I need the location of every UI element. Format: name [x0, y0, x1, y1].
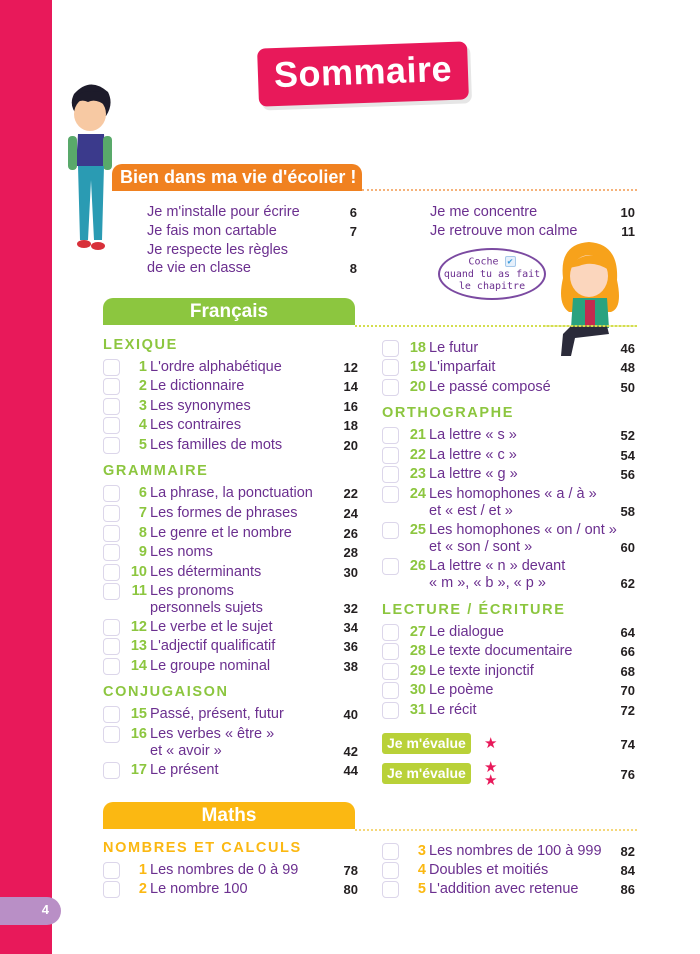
done-checkbox[interactable] [103, 398, 120, 415]
done-checkbox[interactable] [382, 427, 399, 444]
star-icon: ★ [484, 772, 498, 789]
done-checkbox[interactable] [382, 447, 399, 464]
done-checkbox[interactable] [103, 417, 120, 434]
star-icon: ★ [484, 735, 498, 752]
done-checkbox[interactable] [103, 619, 120, 636]
section-divider [355, 829, 637, 831]
done-checkbox[interactable] [103, 359, 120, 376]
done-checkbox[interactable] [382, 643, 399, 660]
self-evaluation-button-1[interactable]: Je m'évalue [382, 733, 471, 754]
done-checkbox[interactable] [382, 682, 399, 699]
done-checkbox[interactable] [382, 522, 399, 539]
done-checkbox[interactable] [103, 762, 120, 779]
section-header-francais: Français [103, 298, 355, 325]
subheading-orthographe: ORTHOGRAPHE [382, 405, 514, 421]
done-checkbox[interactable] [382, 466, 399, 483]
page-number-tab [0, 897, 61, 925]
section-divider [362, 189, 637, 191]
done-checkbox[interactable] [103, 437, 120, 454]
section-header-maths: Maths [103, 802, 355, 829]
done-checkbox[interactable] [382, 663, 399, 680]
done-checkbox[interactable] [103, 525, 120, 542]
page-title: Sommaire [273, 47, 453, 96]
star-icon: ★ [484, 759, 498, 776]
done-checkbox[interactable] [103, 726, 120, 743]
done-checkbox[interactable] [382, 379, 399, 396]
done-checkbox[interactable] [103, 638, 120, 655]
subheading-lexique: LEXIQUE [103, 337, 178, 353]
section-divider [355, 325, 637, 327]
done-checkbox[interactable] [103, 544, 120, 561]
page-number: 4 [41, 902, 49, 917]
done-checkbox[interactable] [103, 378, 120, 395]
page-title-banner [257, 41, 469, 106]
section-header-bien-etre: Bien dans ma vie d'écolier ! [112, 164, 362, 191]
done-checkbox[interactable] [103, 862, 120, 879]
done-checkbox[interactable] [382, 558, 399, 575]
done-checkbox[interactable] [103, 706, 120, 723]
done-checkbox[interactable] [382, 843, 399, 860]
checkmark-icon: ✔ [505, 256, 516, 267]
done-checkbox[interactable] [103, 485, 120, 502]
subheading-conjugaison: CONJUGAISON [103, 684, 229, 700]
done-checkbox[interactable] [382, 624, 399, 641]
subheading-nombres-et-calculs: NOMBRES ET CALCULS [103, 840, 302, 856]
done-checkbox[interactable] [103, 881, 120, 898]
done-checkbox[interactable] [103, 583, 120, 600]
boy-illustration [60, 80, 120, 252]
left-color-band [0, 0, 52, 954]
subheading-grammaire: GRAMMAIRE [103, 463, 209, 479]
done-checkbox[interactable] [103, 505, 120, 522]
done-checkbox[interactable] [382, 702, 399, 719]
done-checkbox[interactable] [103, 658, 120, 675]
done-checkbox[interactable] [382, 881, 399, 898]
done-checkbox[interactable] [382, 862, 399, 879]
speech-bubble: Coche ✔ quand tu as fait le chapitre [438, 248, 546, 300]
done-checkbox[interactable] [382, 340, 399, 357]
done-checkbox[interactable] [382, 359, 399, 376]
self-evaluation-button-2[interactable]: Je m'évalue [382, 763, 471, 784]
done-checkbox[interactable] [382, 486, 399, 503]
done-checkbox[interactable] [103, 564, 120, 581]
subheading-lecture-ecriture: LECTURE / ÉCRITURE [382, 602, 566, 618]
